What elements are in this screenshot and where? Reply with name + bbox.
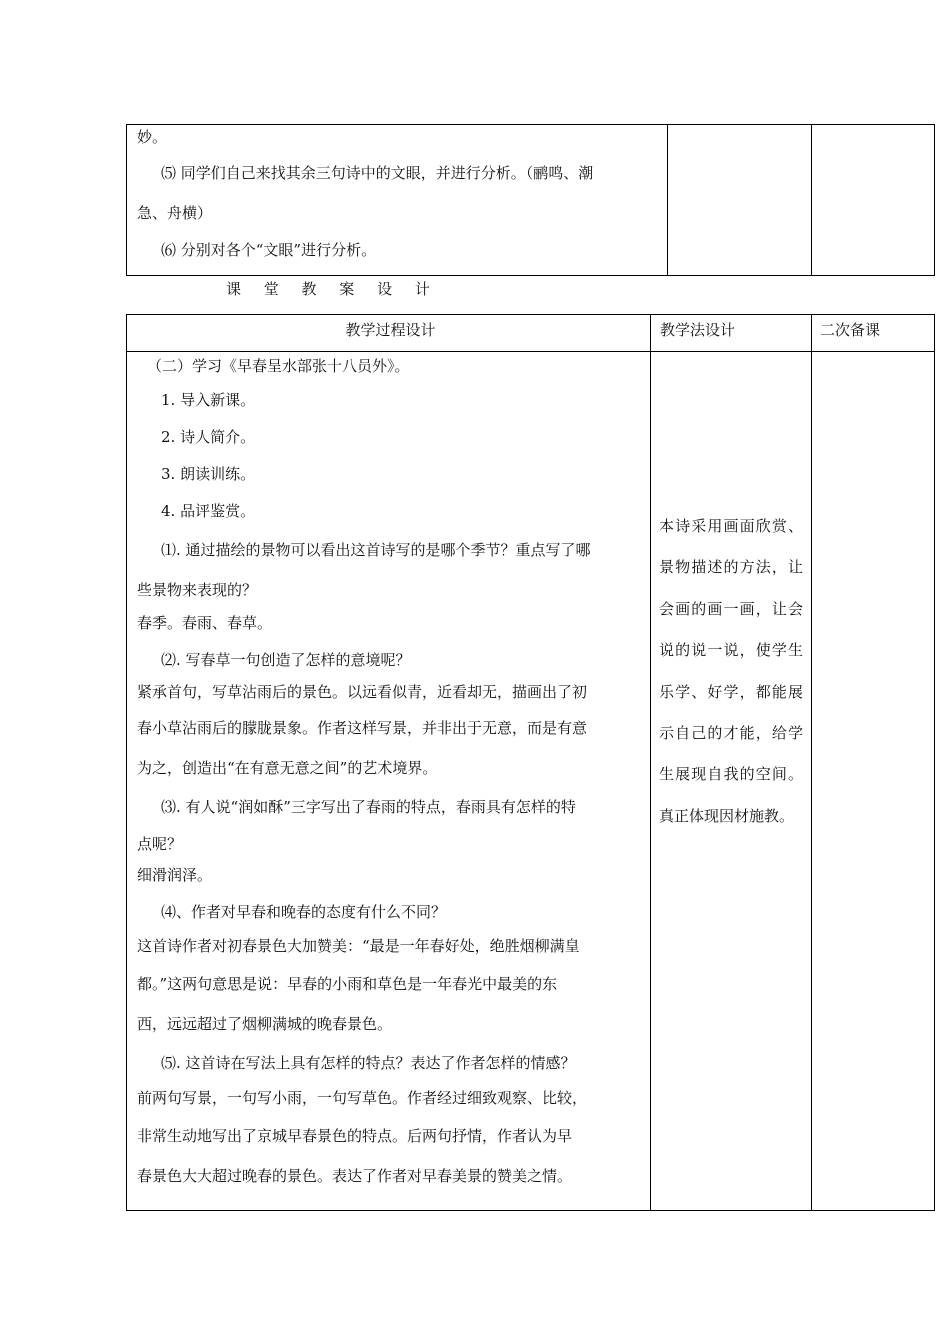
process-line: 些景物来表现的？ [137,581,258,599]
process-line: 春景色大大超过晚春的景色。表达了作者对早春美景的赞美之情。 [137,1167,573,1185]
header-row [127,315,935,352]
process-line: 4. 品评鉴赏。 [161,502,256,520]
process-line: ⑶. 有人说“润如酥”三字写出了春雨的特点，春雨具有怎样的特 [161,798,576,816]
header-method: 教学法设计 [651,315,812,352]
top-notes-cell [812,125,935,276]
header-notes: 二次备课 [812,315,935,352]
process-line: 非常生动地写出了京城早春景色的特点。后两句抒情，作者认为早 [137,1127,573,1145]
top-method-cell [668,125,812,276]
top-table [126,124,935,276]
process-line: 1. 导入新课。 [161,391,256,409]
top-line: 妙。 [137,128,168,146]
process-line: 细滑润泽。 [137,866,213,884]
top-line: ⑸ 同学们自己来找其余三句诗中的文眼，并进行分析。（鹂鸣、潮 [161,164,594,182]
method-cell [651,352,812,1211]
process-line: 这首诗作者对初春景色大加赞美：“最是一年春好处，绝胜烟柳满皇 [137,937,580,955]
process-line: 为之，创造出“在有意无意之间”的艺术境界。 [137,759,438,777]
lesson-plan-table [126,314,935,1211]
process-line: ⑵. 写春草一句创造了怎样的意境呢？ [161,651,411,669]
process-line: ⑸. 这首诗在写法上具有怎样的特点？表达了作者怎样的情感？ [161,1054,576,1072]
process-line: 紧承首句，写草沾雨后的景色。以远看似青，近看却无，描画出了初 [137,683,588,701]
process-line: 西，远远超过了烟柳满城的晚春景色。 [137,1015,393,1033]
process-line: ⑷、作者对早春和晚春的态度有什么不同？ [161,903,447,921]
content-row [127,352,935,1211]
section-title: 课 堂 教 案 设 计 [226,280,439,298]
process-line: 前两句写景，一句写小雨，一句写草色。作者经过细致观察、比较， [137,1089,588,1107]
process-line: 春季。春雨、春草。 [137,614,273,632]
process-line: 3. 朗读训练。 [161,465,256,483]
header-process: 教学过程设计 [127,315,651,352]
process-line: 都。”这两句意思是说：早春的小雨和草色是一年春光中最美的东 [137,975,558,993]
process-cell [127,352,651,1211]
process-line: ⑴. 通过描绘的景物可以看出这首诗写的是哪个季节？重点写了哪 [161,541,591,559]
method-text: 本诗采用画面欣赏、景物描述的方法，让会画的画一画，让会说的说一说，使学生乐学、好学，都能展示自己的才能，给学生展现自我的空间。真正体现因材施教。 [659,517,803,825]
top-line: 急、舟横） [137,204,213,222]
process-line: （二）学习《早春呈水部张十八员外》。 [147,357,410,375]
process-line: 2. 诗人简介。 [161,428,256,446]
top-line: ⑹ 分别对各个“文眼”进行分析。 [161,241,377,259]
process-line: 春小草沾雨后的朦胧景象。作者这样写景，并非出于无意，而是有意 [137,719,588,737]
process-line: 点呢？ [137,835,183,853]
notes-cell [812,352,935,1211]
top-process-cell [127,125,668,276]
